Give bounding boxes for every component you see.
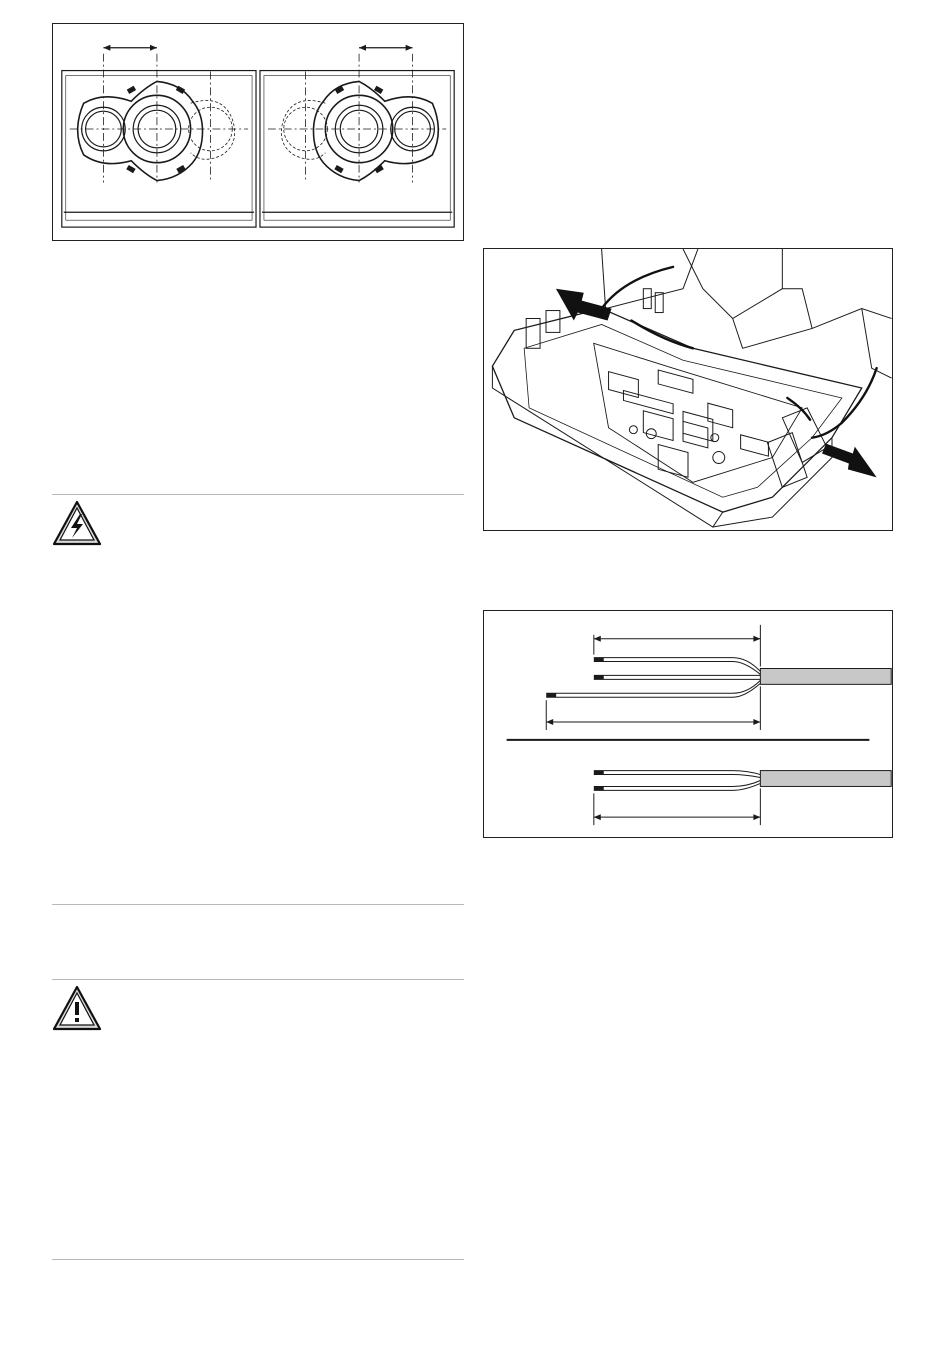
figure-cable-stripping: [483, 610, 893, 838]
caution-block-top-rule: [52, 979, 464, 980]
flue-adapter-diagram: [53, 24, 463, 240]
electric-shock-warning-icon: [52, 500, 102, 546]
figure-flue-adapter: [52, 23, 464, 241]
caution-block-bottom-rule: [52, 1259, 464, 1260]
general-warning-icon: [52, 985, 102, 1031]
figure-electronics-box: [483, 248, 893, 531]
danger-block-bottom-rule: [52, 904, 464, 905]
danger-block-top-rule: [52, 494, 464, 495]
cable-stripping-diagram: [484, 611, 892, 837]
electronics-box-diagram: [484, 249, 892, 530]
